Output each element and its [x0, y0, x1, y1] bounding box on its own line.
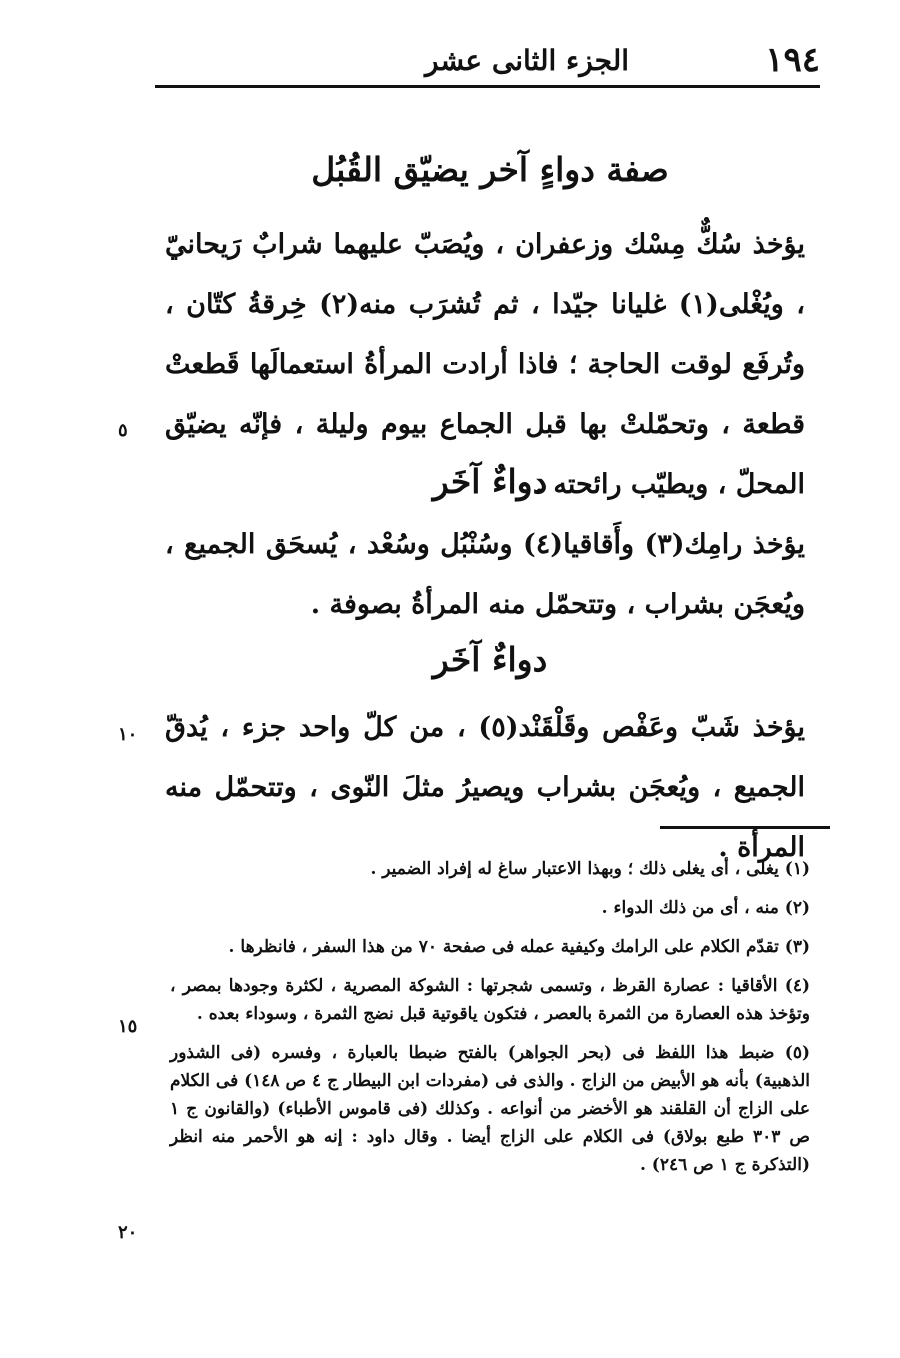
footnote [170, 855, 810, 883]
section-title-1: صفة دواءٍ آخر يضيّق القُبُل [311, 150, 669, 189]
line-number: ٥ [118, 420, 128, 441]
running-title: الجزء الثانى عشر [425, 44, 630, 77]
footnote-text: الأقاقيا : عصارة القرظ ، وتسمى شجرتها : الشوكة المصرية ، لكثرة وجودها بمصر ، وتؤخذ هذه العصارة من الثمرة بالعصر ، فتكون ياقوتية قبل نضج الثمرة ، وسوداء بعده . [170, 976, 810, 1024]
footnote [170, 933, 810, 961]
paragraph-text: يؤخذ رامِك(٣) وأَقاقيا(٤) وسُنْبُل وسُعْد ، يُسحَق الجميع ، ويُعجَن بشراب ، وتتحمّل منه المرأةُ بصوفة . [165, 529, 806, 620]
line-number: ١٥ [118, 1016, 138, 1037]
footnote-text: ضبط هذا اللفظ فى (بحر الجواهر) بالفتح ضبطا بالعبارة ، وفسره (فى الشذور الذهبية) بأنه هو الأبيض من الزاج . والذى فى (مفردات ابن البيطار ج ٤ ص ١٤٨) فى الكلام على الزاج أن القلقند هو الأخضر من أنواعه . وكذلك (فى قاموس الأطباء) (والقانون ج ١ ص ٣٠٣ طبع بولاق) فى الكلام على الزاج أيضا . وقال داود : إنه هو الأحمر منه انظر (التذكرة ج ١ ص ٢٤٦) . [170, 1043, 811, 1175]
footnote [170, 1039, 810, 1179]
footnote-number: (١) [784, 859, 810, 879]
footnote-rule [660, 826, 830, 829]
line-number: ٢٠ [118, 1222, 138, 1243]
footnote-number: (٢) [784, 898, 810, 918]
section-paragraph-3 [165, 698, 805, 878]
line-number: ١٠ [118, 724, 138, 745]
footnote-text: تقدّم الكلام على الرامك وكيفية عمله فى صفحة ٧٠ من هذا السفر ، فانظرها . [228, 937, 779, 957]
section-title-3: دواءٌ آخَر [432, 640, 548, 679]
section-paragraph-2 [165, 515, 805, 635]
paragraph-text: يؤخذ سُكٌّ مِسْك وزعفران ، ويُصَبّ عليهما شرابٌ رَيحانيّ ، ويُغْلى(١) غليانا جيّدا ، ثم تُشرَب منه(٢) خِرقةُ كتّان ، وتُرفَع لوقت الحاجة ؛ فاذا أرادت المرأةُ استعمالَها قَطعتْ قطعة ، وتحمّلتْ بها قبل الجماع بيوم وليلة ، فإنّه يضيّق المحلّ ، ويطيّب رائحته . [165, 229, 806, 500]
footnote-text: يغلى ، أى يغلى ذلك ؛ وبهذا الاعتبار ساغ له إفراد الضمير . [370, 859, 779, 879]
footnotes [170, 855, 810, 1190]
page-number: ١٩٤ [765, 40, 820, 80]
footnote [170, 972, 810, 1028]
page-header [155, 30, 820, 88]
section-title-2: دواءٌ آخَر [432, 462, 548, 501]
footnote [170, 894, 810, 922]
footnote-number: (٤) [784, 976, 811, 996]
footnote-number: (٥) [784, 1043, 810, 1063]
footnote-text: منه ، أى من ذلك الدواء . [601, 898, 779, 918]
paragraph-text: يؤخذ شَبّ وعَفْص وقَلْقَنْد(٥) ، من كلّ واحد جزء ، يُدقّ الجميع ، ويُعجَن بشراب ويصيرُ مثلَ النّوى ، وتتحمّل منه المرأة . [165, 712, 805, 863]
footnote-number: (٣) [784, 937, 810, 957]
header-rule [155, 85, 820, 88]
